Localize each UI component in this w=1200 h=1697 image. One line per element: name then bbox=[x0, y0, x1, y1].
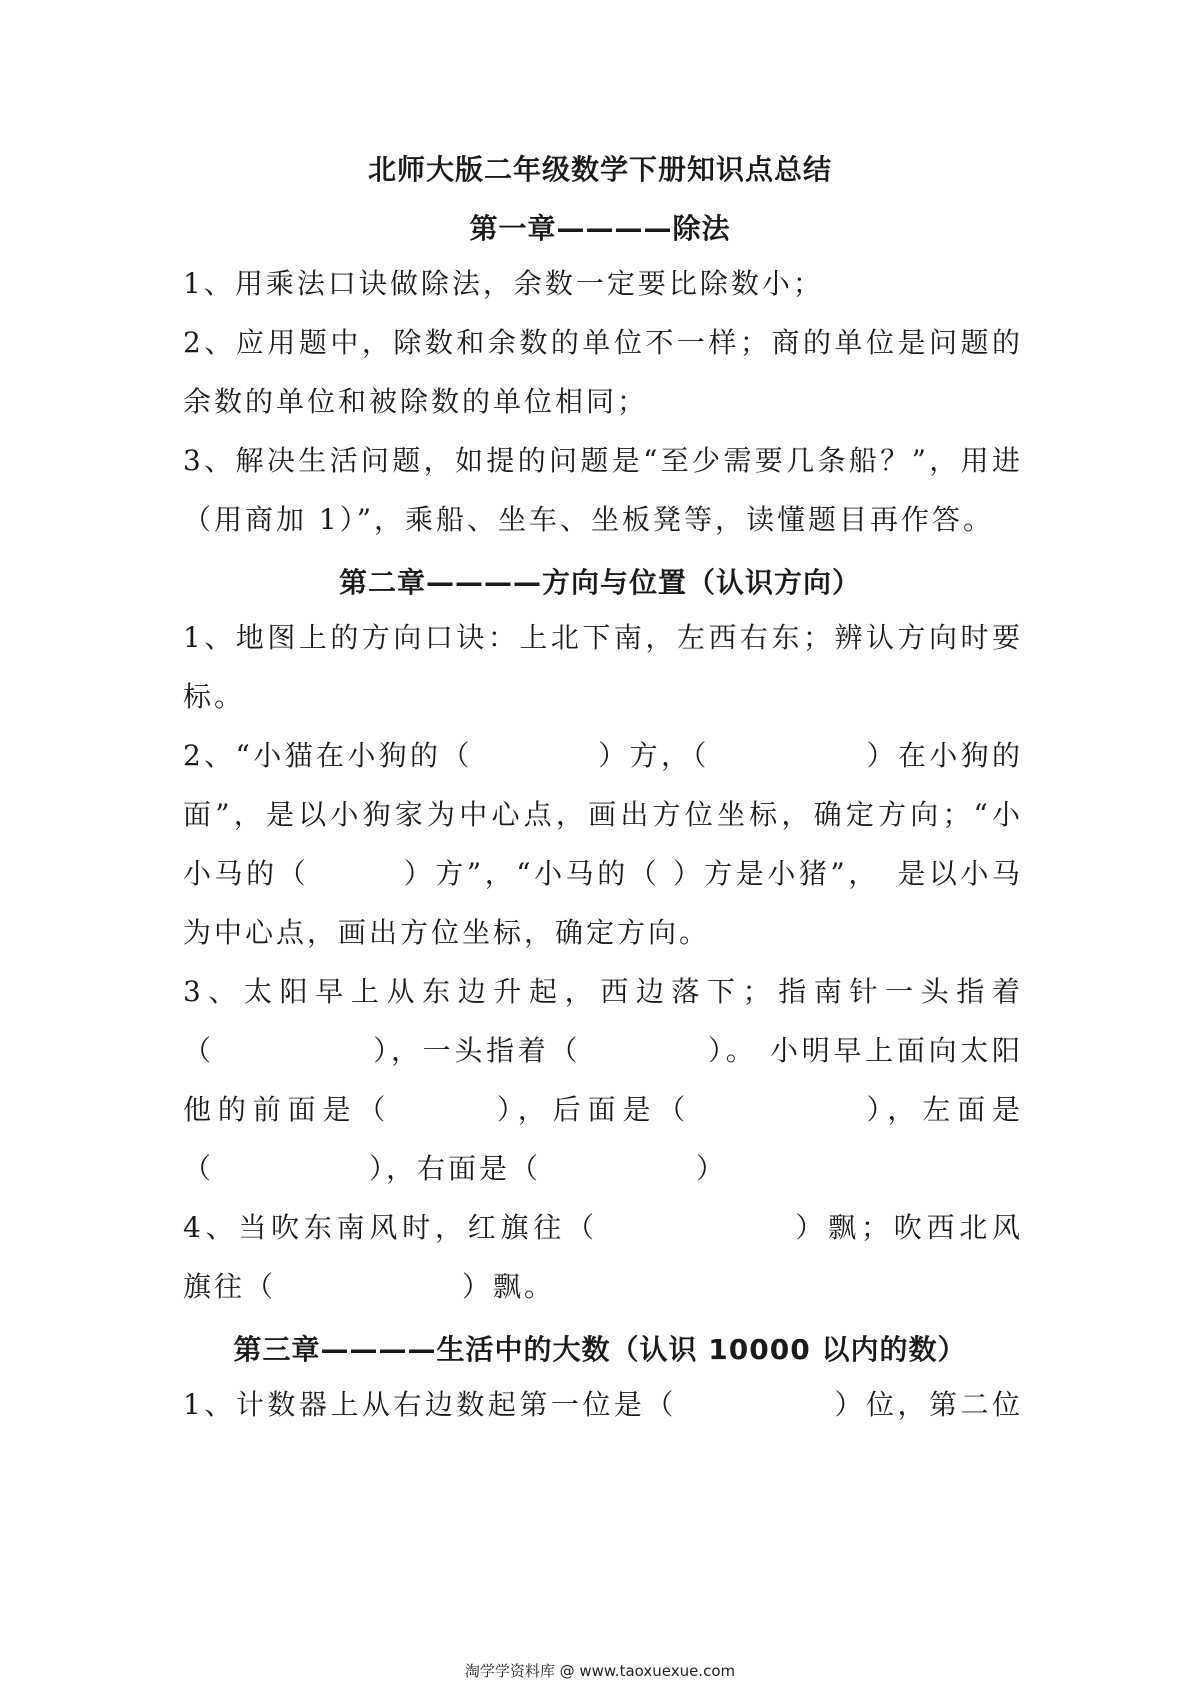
chapter3-heading: 第三章————生活中的大数（认识 10000 以内的数） bbox=[233, 1333, 967, 1366]
chapter2-line-12: 旗往（ ）飘。 bbox=[183, 1270, 556, 1303]
chapter1-line-3: 余数的单位和被除数的单位相同； bbox=[183, 385, 649, 418]
chapter2-line-2: 标。 bbox=[183, 680, 246, 713]
chapter2-line-7: 3、太阳早上从东边升起，西边落下；指南针一头指着 bbox=[183, 975, 1023, 1008]
footer-watermark: 淘学学资料库 @ www.taoxuexue.com bbox=[464, 1662, 736, 1680]
chapter2-line-3: 2、“小猫在小狗的（ ）方，（ ）在小狗的 bbox=[183, 739, 1023, 772]
chapter2-line-11: 4、当吹东南风时，红旗往（ ）飘；吹西北风 bbox=[183, 1211, 1023, 1244]
document-title: 北师大版二年级数学下册知识点总结 bbox=[367, 153, 832, 186]
chapter2-line-8: （ ），一头指着（ ）。 小明早上面向太阳 bbox=[183, 1034, 1023, 1067]
chapter1-line-1: 1、用乘法口诀做除法，余数一定要比除数小； bbox=[183, 267, 824, 300]
chapter3-line-1: 1、计数器上从右边数起第一位是（ ）位，第二位 bbox=[183, 1388, 1023, 1421]
chapter1-line-2: 2、应用题中，除数和余数的单位不一样；商的单位是问题的 bbox=[183, 326, 1023, 359]
chapter2-line-6: 为中心点，画出方位坐标，确定方向。 bbox=[183, 916, 711, 949]
chapter1-line-4: 3、解决生活问题，如提的问题是“至少需要几条船？”，用进 bbox=[183, 444, 1023, 477]
chapter2-line-4: 面”，是以小狗家为中心点，画出方位坐标，确定方向；“小 bbox=[183, 798, 1023, 831]
chapter2-heading: 第二章————方向与位置（认识方向） bbox=[338, 566, 861, 599]
chapter1-line-5: （用商加 1）”，乘船、坐车、坐板凳等，读懂题目再作答。 bbox=[183, 503, 995, 536]
chapter2-line-10: （ ），右面是（ ） bbox=[183, 1152, 728, 1185]
chapter2-line-1: 1、地图上的方向口诀：上北下南，左西右东；辨认方向时要 bbox=[183, 621, 1023, 654]
chapter1-heading: 第一章————除法 bbox=[469, 212, 731, 245]
chapter2-line-9: 他的前面是（ ），后面是（ ），左面是 bbox=[183, 1093, 1023, 1126]
chapter2-line-5: 小马的（ ）方”，“小马的（ ）方是小猪”， 是以小马 bbox=[183, 857, 1023, 890]
